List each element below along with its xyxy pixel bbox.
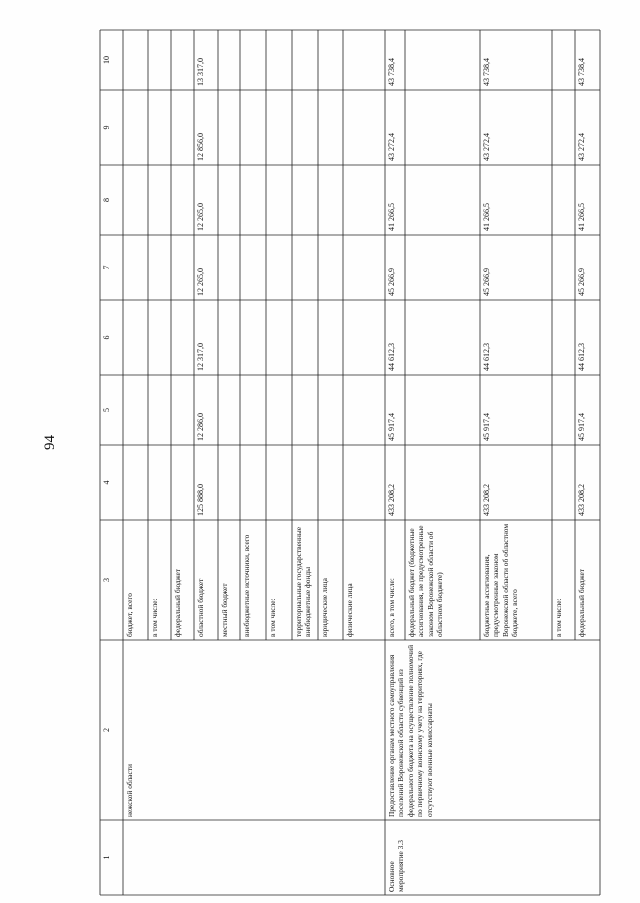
funding-value: 12 317,0 — [196, 343, 205, 371]
column-header: 7 — [102, 265, 111, 270]
funding-source-label: юридические лица — [320, 578, 329, 637]
column-header: 9 — [102, 125, 111, 130]
funding-source-label: внебюджетные источники, всего — [242, 534, 251, 637]
funding-value: 45 266,9 — [577, 268, 586, 296]
column-header: 4 — [102, 480, 111, 485]
funding-source-label: в том числе: — [268, 598, 277, 637]
page-number: 94 — [41, 434, 58, 450]
funding-source-label: территориальные государственные внебюджетные фонды — [294, 526, 313, 637]
funding-value: 43 272,4 — [482, 133, 491, 161]
funding-value: 44 612,3 — [482, 343, 491, 371]
funding-source-label: местный бюджет — [220, 583, 229, 637]
funding-value: 12 265,0 — [196, 268, 205, 296]
funding-value: 43 272,4 — [577, 133, 586, 161]
funding-source-label: федеральный бюджет (бюджетные ассигнования, не предусмотренные законом Воронежской области об областном бюджете) — [407, 525, 445, 637]
funding-source-label: бюджетные ассигнования, предусмотренные законом Воронежской области об областном бюджете, всего — [482, 523, 520, 637]
funding-value: 12 286,0 — [196, 413, 205, 441]
funding-source-label: в том числе: — [150, 598, 159, 637]
funding-source-label: областной бюджет — [196, 578, 205, 637]
continued-event-name: нежской области — [125, 764, 134, 817]
funding-value: 45 917,4 — [482, 413, 491, 441]
funding-source-label: в том числе: — [554, 598, 563, 637]
funding-source-label: федеральный бюджет — [173, 568, 182, 637]
funding-value: 45 917,4 — [577, 413, 586, 441]
funding-value: 43 738,4 — [482, 58, 491, 86]
funding-value: 433 208,2 — [577, 484, 586, 516]
event-code: Основное мероприятие 3.3 — [387, 840, 406, 892]
funding-source-label: физические лица — [345, 583, 354, 637]
funding-source-label: бюджет, всего — [125, 593, 134, 637]
column-header: 10 — [102, 56, 111, 64]
funding-value: 41 266,5 — [387, 203, 396, 231]
column-header: 2 — [102, 728, 111, 732]
column-header: 1 — [102, 855, 111, 860]
funding-value: 45 266,9 — [482, 268, 491, 296]
funding-value: 43 738,4 — [387, 58, 396, 86]
column-header: 8 — [102, 198, 111, 202]
column-header: 6 — [102, 335, 111, 340]
funding-value: 125 888,0 — [196, 484, 205, 516]
funding-value: 45 266,9 — [387, 268, 396, 296]
funding-value: 44 612,3 — [387, 343, 396, 371]
funding-value: 41 266,5 — [482, 203, 491, 231]
funding-value: 43 272,4 — [387, 133, 396, 161]
funding-value: 433 208,2 — [387, 484, 396, 516]
funding-value: 12 265,0 — [196, 203, 205, 231]
funding-source-label: всего, в том числе: — [387, 578, 396, 637]
funding-source-label: федеральный бюджет — [577, 568, 586, 637]
column-header: 5 — [102, 408, 111, 412]
funding-value: 41 266,5 — [577, 203, 586, 231]
funding-value: 433 208,2 — [482, 484, 491, 516]
funding-value: 45 917,4 — [387, 413, 396, 441]
funding-value: 12 856,0 — [196, 133, 205, 161]
funding-value: 13 317,0 — [196, 58, 205, 86]
funding-value: 43 738,4 — [577, 58, 586, 86]
funding-value: 44 612,3 — [577, 343, 586, 371]
column-header: 3 — [102, 578, 111, 582]
event-name: Предоставление органам местного самоуправления поселений Воронежской области субвенций из федерального бюджета на осуществление полномочий по первичному воинскому учету на территориях, где отсутствуют военные комиссариаты — [387, 644, 434, 817]
